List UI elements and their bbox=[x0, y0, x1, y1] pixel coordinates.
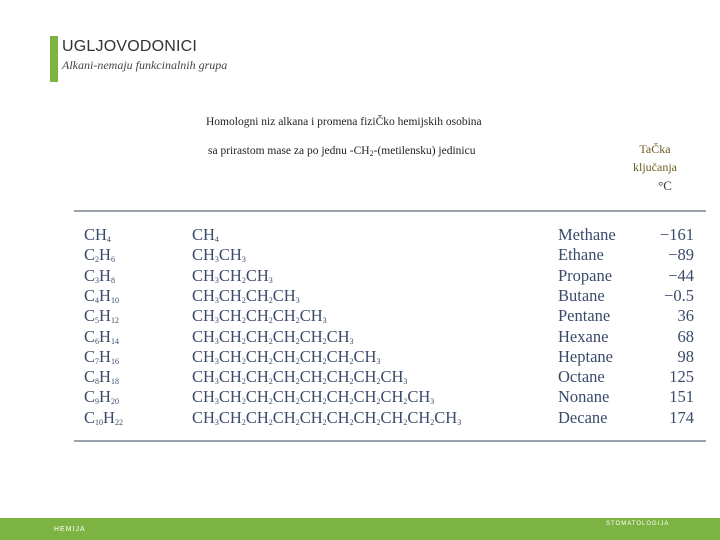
structure-subscript: 2 bbox=[295, 397, 300, 407]
structure-text: CH bbox=[245, 306, 269, 326]
alkane-name: Propane bbox=[558, 265, 613, 285]
formula-subscript: 7 bbox=[95, 356, 100, 366]
table-row bbox=[84, 306, 704, 326]
alkane-name: Heptane bbox=[558, 346, 613, 366]
description-line-2-post: -(metilensku) jedinicu bbox=[373, 145, 476, 157]
structure-text: CH bbox=[299, 407, 323, 427]
structure-text: CH bbox=[380, 387, 404, 407]
formula-text: H bbox=[99, 306, 111, 326]
structure-subscript: 3 bbox=[295, 295, 300, 305]
structure-subscript: 2 bbox=[322, 356, 327, 366]
boiling-point-unit: °C bbox=[658, 178, 672, 193]
structure-subscript: 2 bbox=[268, 397, 273, 407]
formula-subscript: 2 bbox=[95, 255, 100, 265]
structure-text: CH bbox=[380, 407, 404, 427]
structure-subscript: 2 bbox=[241, 336, 246, 346]
alkane-name: Decane bbox=[558, 407, 608, 427]
formula-subscript: 14 bbox=[110, 336, 119, 346]
structure-text: CH bbox=[192, 326, 215, 346]
condensed-structure bbox=[192, 266, 273, 286]
structure-subscript: 2 bbox=[241, 295, 246, 305]
structure-subscript: 3 bbox=[268, 275, 273, 285]
condensed-structure bbox=[192, 367, 407, 387]
formula-subscript: 22 bbox=[114, 417, 123, 427]
structure-subscript: 2 bbox=[349, 417, 354, 427]
formula-text: H bbox=[99, 367, 111, 387]
structure-subscript: 2 bbox=[376, 417, 381, 427]
formula-subscript: 6 bbox=[110, 255, 115, 265]
structure-subscript: 3 bbox=[403, 377, 408, 387]
molecular-formula bbox=[84, 306, 119, 326]
formula-subscript: 5 bbox=[95, 316, 100, 326]
structure-text: CH bbox=[407, 407, 431, 427]
alkane-name: Methane bbox=[558, 225, 616, 244]
structure-text: CH bbox=[380, 367, 404, 387]
structure-subscript: 2 bbox=[322, 417, 327, 427]
structure-text: CH bbox=[218, 265, 242, 285]
structure-text: CH bbox=[434, 407, 458, 427]
molecular-formula bbox=[84, 286, 119, 306]
footer-left-label: HEMIJA bbox=[54, 526, 86, 533]
structure-text: CH bbox=[192, 265, 215, 285]
structure-text: CH bbox=[192, 407, 215, 427]
structure-subscript: 2 bbox=[268, 295, 273, 305]
table-row bbox=[84, 367, 704, 387]
structure-subscript: 2 bbox=[322, 336, 327, 346]
formula-subscript: 10 bbox=[110, 295, 119, 305]
structure-subscript: 2 bbox=[241, 356, 246, 366]
structure-text: CH bbox=[326, 326, 350, 346]
table-row bbox=[84, 347, 704, 367]
structure-subscript: 2 bbox=[268, 417, 273, 427]
structure-text: CH bbox=[245, 407, 269, 427]
description-line-1: Homologni niz alkana i promena fiziČko hemijskih osobina bbox=[206, 116, 482, 128]
structure-subscript: 2 bbox=[349, 377, 354, 387]
structure-text: CH bbox=[353, 387, 377, 407]
structure-text: CH bbox=[218, 407, 242, 427]
structure-text: CH bbox=[407, 387, 431, 407]
structure-subscript: 2 bbox=[268, 336, 273, 346]
structure-subscript: 2 bbox=[349, 397, 354, 407]
structure-text: CH bbox=[299, 387, 323, 407]
formula-text: H bbox=[99, 326, 111, 346]
structure-text: CH bbox=[192, 245, 215, 265]
boiling-point-value: 125 bbox=[669, 367, 694, 387]
structure-text: CH bbox=[192, 367, 215, 387]
molecular-formula bbox=[84, 367, 119, 387]
structure-text: CH bbox=[218, 367, 242, 387]
table-row bbox=[84, 266, 704, 286]
alkane-name: Hexane bbox=[558, 326, 609, 346]
formula-text: H bbox=[99, 285, 111, 305]
structure-subscript: 3 bbox=[214, 275, 219, 285]
molecular-formula bbox=[84, 225, 111, 245]
structure-subscript: 2 bbox=[322, 377, 327, 387]
formula-subscript: 16 bbox=[110, 356, 119, 366]
structure-subscript: 2 bbox=[268, 377, 273, 387]
formula-text: C bbox=[84, 326, 96, 346]
condensed-structure bbox=[192, 286, 300, 306]
structure-subscript: 2 bbox=[268, 356, 273, 366]
boiling-point-label-line-1: TaČka bbox=[639, 142, 671, 156]
structure-subscript: 4 bbox=[214, 235, 219, 244]
alkane-name: Pentane bbox=[558, 306, 611, 326]
structure-text: CH bbox=[218, 346, 242, 366]
boiling-point-value: −161 bbox=[659, 225, 694, 244]
structure-text: CH bbox=[218, 285, 242, 305]
structure-text: CH bbox=[272, 367, 296, 387]
structure-subscript: 3 bbox=[214, 255, 219, 265]
formula-text: H bbox=[103, 407, 115, 427]
formula-subscript: 8 bbox=[110, 275, 115, 285]
description-line-2 bbox=[208, 145, 475, 158]
formula-subscript: 8 bbox=[95, 377, 100, 387]
boiling-point-value: 68 bbox=[677, 326, 694, 346]
table-row bbox=[84, 225, 704, 245]
boiling-point-value: 151 bbox=[669, 387, 694, 407]
formula-subscript: 9 bbox=[95, 397, 100, 407]
formula-subscript: 3 bbox=[95, 275, 100, 285]
alkane-name: Octane bbox=[558, 367, 605, 387]
structure-text: CH bbox=[299, 346, 323, 366]
structure-text: CH bbox=[299, 367, 323, 387]
structure-text: CH bbox=[192, 225, 215, 244]
structure-text: CH bbox=[272, 346, 296, 366]
structure-subscript: 2 bbox=[403, 417, 408, 427]
formula-text: H bbox=[99, 387, 111, 407]
structure-subscript: 2 bbox=[295, 356, 300, 366]
structure-subscript: 2 bbox=[295, 377, 300, 387]
structure-text: CH bbox=[272, 407, 296, 427]
structure-text: CH bbox=[272, 387, 296, 407]
structure-subscript: 2 bbox=[241, 397, 246, 407]
structure-text: CH bbox=[245, 285, 269, 305]
condensed-structure bbox=[192, 408, 461, 428]
formula-text: C bbox=[84, 285, 96, 305]
molecular-formula bbox=[84, 387, 119, 407]
structure-text: CH bbox=[353, 407, 377, 427]
formula-text: H bbox=[99, 265, 111, 285]
structure-text: CH bbox=[192, 285, 215, 305]
structure-subscript: 2 bbox=[241, 275, 246, 285]
structure-subscript: 3 bbox=[214, 336, 219, 346]
structure-subscript: 2 bbox=[322, 397, 327, 407]
formula-subscript: 4 bbox=[95, 295, 100, 305]
condensed-structure bbox=[192, 306, 327, 326]
structure-text: CH bbox=[353, 367, 377, 387]
structure-subscript: 2 bbox=[295, 316, 300, 326]
condensed-structure bbox=[192, 225, 219, 245]
formula-text: C bbox=[84, 245, 96, 265]
structure-text: CH bbox=[299, 306, 323, 326]
formula-subscript: 18 bbox=[110, 377, 119, 387]
structure-text: CH bbox=[192, 387, 215, 407]
structure-text: CH bbox=[192, 346, 215, 366]
structure-subscript: 2 bbox=[376, 377, 381, 387]
structure-text: CH bbox=[353, 346, 377, 366]
formula-subscript: 20 bbox=[110, 397, 119, 407]
structure-subscript: 2 bbox=[295, 417, 300, 427]
structure-text: CH bbox=[299, 326, 323, 346]
structure-text: CH bbox=[326, 367, 350, 387]
alkane-name: Butane bbox=[558, 285, 605, 305]
structure-text: CH bbox=[326, 346, 350, 366]
boiling-point-value: −89 bbox=[668, 245, 694, 265]
condensed-structure bbox=[192, 347, 380, 367]
boiling-point-value: 98 bbox=[677, 346, 694, 366]
structure-text: CH bbox=[272, 306, 296, 326]
structure-subscript: 3 bbox=[430, 397, 435, 407]
structure-subscript: 2 bbox=[241, 377, 246, 387]
molecular-formula bbox=[84, 327, 119, 347]
structure-text: CH bbox=[192, 306, 215, 326]
table-row bbox=[84, 245, 704, 265]
structure-subscript: 2 bbox=[268, 316, 273, 326]
table-row bbox=[84, 408, 704, 428]
formula-subscript: 4 bbox=[106, 235, 111, 244]
structure-text: CH bbox=[245, 265, 269, 285]
structure-subscript: 2 bbox=[295, 336, 300, 346]
boiling-point-value: 174 bbox=[669, 407, 694, 427]
structure-subscript: 2 bbox=[241, 316, 246, 326]
structure-subscript: 3 bbox=[214, 417, 219, 427]
structure-text: CH bbox=[218, 306, 242, 326]
structure-text: CH bbox=[326, 387, 350, 407]
title-accent-bar bbox=[50, 36, 58, 82]
condensed-structure bbox=[192, 387, 434, 407]
structure-subscript: 3 bbox=[376, 356, 381, 366]
formula-subscript: 12 bbox=[110, 316, 119, 326]
structure-subscript: 3 bbox=[214, 316, 219, 326]
formula-text: C bbox=[84, 346, 96, 366]
slide-title: UGLJOVODONICI bbox=[62, 38, 198, 55]
structure-subscript: 3 bbox=[214, 295, 219, 305]
structure-subscript: 2 bbox=[241, 417, 246, 427]
structure-text: CH bbox=[218, 326, 242, 346]
structure-text: CH bbox=[218, 387, 242, 407]
structure-text: CH bbox=[245, 326, 269, 346]
formula-text: CH bbox=[84, 225, 107, 244]
structure-text: CH bbox=[272, 285, 296, 305]
structure-text: CH bbox=[245, 346, 269, 366]
boiling-point-label bbox=[620, 140, 690, 176]
slide-subtitle: Alkani-nemaju funkcinalnih grupa bbox=[62, 58, 228, 72]
structure-text: CH bbox=[218, 245, 242, 265]
structure-subscript: 2 bbox=[349, 356, 354, 366]
description-line-2-pre: sa prirastom mase za po jednu -CH bbox=[208, 145, 370, 157]
structure-text: CH bbox=[245, 387, 269, 407]
formula-text: C bbox=[84, 407, 96, 427]
molecular-formula bbox=[84, 347, 119, 367]
structure-subscript: 3 bbox=[457, 417, 462, 427]
formula-text: C bbox=[84, 306, 96, 326]
footer-right-label: STOMATOLOGIJA bbox=[606, 521, 670, 527]
structure-text: CH bbox=[326, 407, 350, 427]
structure-subscript: 3 bbox=[214, 397, 219, 407]
formula-text: H bbox=[99, 245, 111, 265]
structure-subscript: 3 bbox=[214, 377, 219, 387]
formula-text: C bbox=[84, 387, 96, 407]
table-row bbox=[84, 387, 704, 407]
description-line-2-sub: 2 bbox=[369, 149, 374, 158]
formula-subscript: 6 bbox=[95, 336, 100, 346]
table-row bbox=[84, 286, 704, 306]
boiling-point-value: −44 bbox=[668, 265, 694, 285]
alkane-name: Ethane bbox=[558, 245, 604, 265]
formula-text: C bbox=[84, 265, 96, 285]
structure-subscript: 3 bbox=[349, 336, 354, 346]
structure-subscript: 3 bbox=[322, 316, 327, 326]
boiling-point-label-line-2: ključanja bbox=[633, 160, 677, 174]
boiling-point-value: 36 bbox=[677, 306, 694, 326]
condensed-structure bbox=[192, 327, 354, 347]
alkane-name: Nonane bbox=[558, 387, 610, 407]
condensed-structure bbox=[192, 245, 246, 265]
structure-subscript: 3 bbox=[214, 356, 219, 366]
molecular-formula bbox=[84, 245, 115, 265]
structure-subscript: 2 bbox=[376, 397, 381, 407]
formula-text: H bbox=[99, 346, 111, 366]
structure-subscript: 3 bbox=[241, 255, 246, 265]
structure-subscript: 2 bbox=[403, 397, 408, 407]
table-row bbox=[84, 327, 704, 347]
formula-text: C bbox=[84, 367, 96, 387]
molecular-formula bbox=[84, 266, 115, 286]
structure-subscript: 2 bbox=[430, 417, 435, 427]
boiling-point-value: −0.5 bbox=[664, 285, 694, 305]
formula-subscript: 10 bbox=[95, 417, 104, 427]
molecular-formula bbox=[84, 408, 123, 428]
structure-text: CH bbox=[245, 367, 269, 387]
structure-text: CH bbox=[272, 326, 296, 346]
